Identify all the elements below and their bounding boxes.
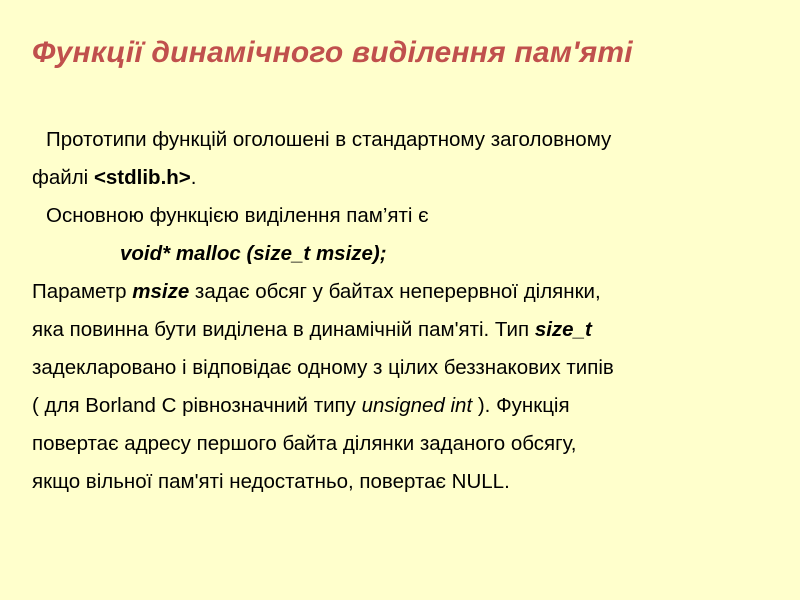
line-5-post: задає обсяг у байтах неперервної ділянки, (189, 280, 601, 303)
line-10-text: якщо вільної пам'яті недостатньо, повертає NULL. (32, 470, 510, 493)
stdlib-header-name: <stdlib.h> (93, 166, 191, 189)
paragraph-line-5 (32, 273, 792, 311)
paragraph-line-6 (32, 311, 792, 349)
paragraph-line-1 (32, 121, 792, 159)
line-2-pre: файлі (32, 166, 94, 189)
line-8-pre: ( для Borland C рівнозначний типу (32, 394, 362, 417)
type-size-t: size_t (534, 318, 592, 341)
line-5-pre: Параметр (32, 280, 133, 303)
paragraph-line-8 (32, 387, 792, 425)
malloc-prototype-line (32, 235, 792, 273)
line-3-text: Основною функцією виділення пам’яті є (46, 204, 429, 227)
line-9-text: повертає адресу першого байта ділянки заданого обсягу, (32, 432, 577, 455)
line-2-post: . (190, 166, 197, 189)
param-msize: msize (132, 280, 190, 303)
slide-body (32, 121, 792, 501)
paragraph-line-9 (32, 425, 792, 463)
paragraph-line-2 (32, 159, 792, 197)
line-7-text: задекларовано і відповідає одному з цілих беззнакових типів (32, 356, 614, 379)
line-1-text: Прототипи функцій оголошені в стандартному заголовному (46, 128, 612, 151)
malloc-prototype: void* malloc (size_t msize); (120, 242, 387, 265)
slide-title: Функції динамічного виділення пам'яті (32, 36, 633, 69)
type-unsigned-int: unsigned int (361, 394, 473, 417)
paragraph-line-10 (32, 463, 792, 501)
paragraph-line-7 (32, 349, 792, 387)
line-6-pre: яка повинна бути виділена в динамічній пам'яті. Тип (32, 318, 535, 341)
line-8-post: ). Функція (472, 394, 570, 417)
paragraph-line-3 (32, 197, 792, 235)
